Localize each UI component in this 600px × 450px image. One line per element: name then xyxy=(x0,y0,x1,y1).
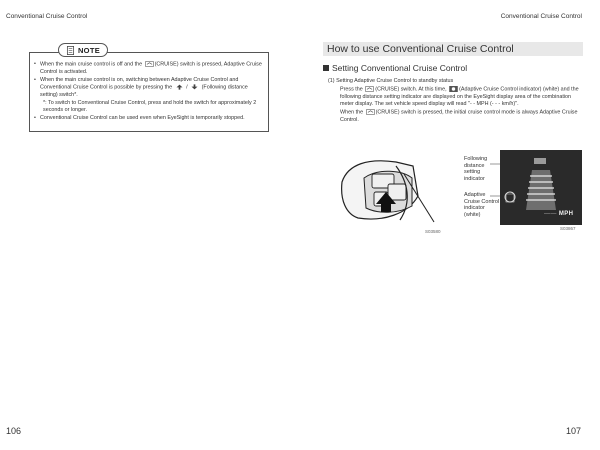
step-1 xyxy=(328,78,586,124)
steering-switch-figure xyxy=(338,152,438,227)
step-1-body-2 xyxy=(328,109,586,125)
speed-readout xyxy=(544,211,573,217)
note-list xyxy=(34,61,264,123)
callout-adaptive-indicator: Adaptive Cruise Control indicator (white) xyxy=(464,192,500,218)
step-1-text-a: Press the xyxy=(340,86,365,93)
subheading-square-icon xyxy=(323,65,329,71)
acc-indicator-icon xyxy=(449,86,458,92)
page-number-right: 107 xyxy=(566,426,582,436)
page-number-left: 106 xyxy=(6,426,22,436)
note-item-2-text-b: / xyxy=(184,84,190,91)
note-item-2-text-a: When the main cruise control is on, switching between Adaptive Cruise Control and Conventional Cruise Control is possible by pressing the xyxy=(40,76,239,91)
running-header-left: Conventional Cruise Control xyxy=(6,13,88,20)
note-item-2-text-c: (Following distance setting) switch*. xyxy=(40,84,248,99)
running-header-right: Conventional Cruise Control xyxy=(500,13,582,20)
note-subitem: *: To switch to Conventional Cruise Control, press and hold the switch for approximately 2 seconds or longer. xyxy=(43,99,257,114)
step-1-text-c: (Adaptive Cruise Control indicator) (white) and the following distance setting indicator are displayed on the EyeSight display area of the combination meter display. The set vehicle speed display will read "- - MPH (- - - km/h)". xyxy=(340,86,579,108)
step-1-text-b: (CRUISE) switch. At this time, xyxy=(375,86,449,93)
meter-display xyxy=(500,150,582,225)
speed-unit: MPH xyxy=(558,211,574,217)
note-label: NOTE xyxy=(77,45,101,55)
cruise-switch-icon-3 xyxy=(366,109,375,115)
note-item-1-text-b: (CRUISE) switch is pressed, Adaptive Cruise Control is activated. xyxy=(40,61,262,76)
section-title: How to use Conventional Cruise Control xyxy=(327,43,514,55)
subheading-text: Setting Conventional Cruise Control xyxy=(332,63,468,73)
distance-up-icon xyxy=(175,84,184,90)
note-item-1-text-a: When the main cruise control is off and the xyxy=(40,61,144,68)
step-1-label: (1) Setting Adaptive Cruise Control to standby status xyxy=(328,78,454,84)
distance-down-icon xyxy=(190,84,199,90)
step-1-text-e: (CRUISE) switch is pressed, the initial cruise control mode is always Adaptive Cruise Control. xyxy=(340,109,578,123)
step-1-body xyxy=(328,86,586,109)
figure-id-left: S03580 xyxy=(425,229,441,234)
callout-following-distance: Following distance setting indicator xyxy=(464,156,488,182)
note-item-1 xyxy=(34,61,264,77)
figure-id-right: S03867 xyxy=(560,226,576,231)
cruise-switch-icon-2 xyxy=(365,86,374,92)
subheading xyxy=(323,63,467,73)
note-book-icon xyxy=(66,46,75,55)
speed-dash: —— xyxy=(544,211,559,217)
note-item-2 xyxy=(34,77,264,100)
note-item-3: • Conventional Cruise Control can be used even when EyeSight is temporarily stopped. xyxy=(34,115,264,123)
step-1-text-d: When the xyxy=(340,109,365,116)
note-tab xyxy=(58,43,108,57)
cruise-switch-icon xyxy=(145,61,154,67)
